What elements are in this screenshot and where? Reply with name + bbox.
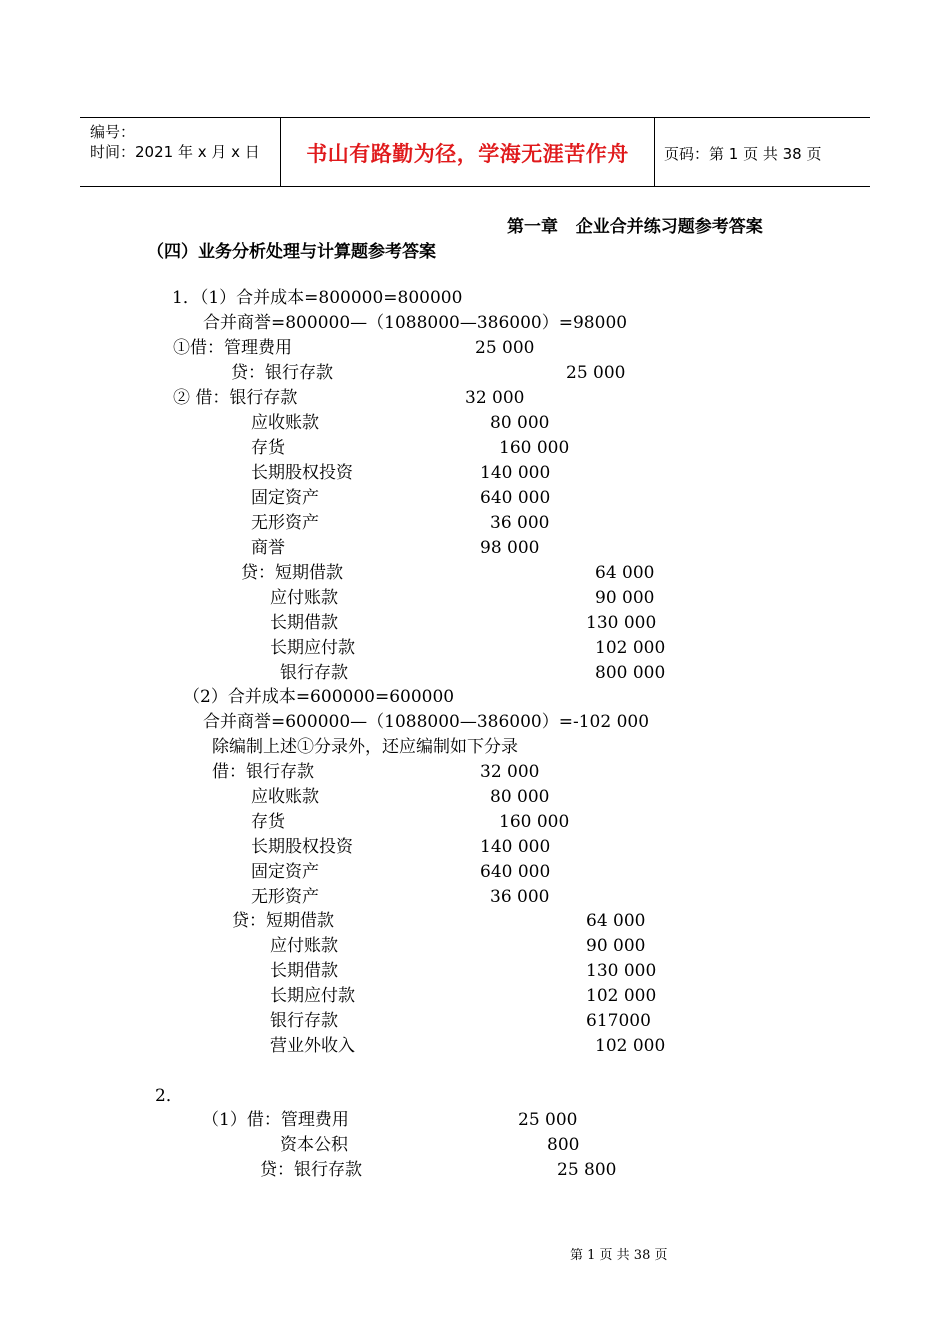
amount: 160 000 [499,812,570,832]
amount: 80 000 [490,787,550,807]
text-line: 资本公积 [280,1135,348,1155]
header-page-info: 页码：第 1 页 共 38 页 [664,145,822,163]
text-line: ② 借：银行存款 [173,388,298,408]
text-line: 应收账款 [251,787,319,807]
text-line: 存货 [251,438,285,458]
serial-label: 编号： [90,123,136,141]
amount: 102 000 [595,638,666,658]
amount: 36 000 [490,887,550,907]
text-line: （1）借：管理费用 [202,1110,349,1130]
text-line: 应付账款 [270,588,338,608]
amount: 800 [547,1135,580,1155]
text-line: 长期应付款 [270,638,355,658]
text-line: 商誉 [251,538,285,558]
chapter-title: 第一章 企业合并练习题参考答案 [507,217,763,237]
text-line: 长期借款 [270,613,338,633]
text-line: 无形资产 [251,887,319,907]
text-line: （2）合并成本=600000=600000 [183,687,455,707]
document-header [80,117,870,187]
page-footer: 第 1 页 共 38 页 [570,1248,668,1263]
amount: 32 000 [480,762,540,782]
text-line: 贷：银行存款 [231,363,333,383]
amount: 64 000 [586,911,646,931]
text-line: 长期股权投资 [251,463,353,483]
text-line: 营业外收入 [270,1036,355,1056]
text-line: 固定资产 [251,862,319,882]
text-line: 1．（1）合并成本=800000=800000 [172,288,463,308]
amount: 98 000 [480,538,540,558]
amount: 25 000 [566,363,626,383]
text-line: 应付账款 [270,936,338,956]
header-divider [654,118,655,186]
amount: 25 000 [518,1110,578,1130]
header-meta [90,122,260,162]
text-line: 应收账款 [251,413,319,433]
section-subtitle: （四）业务分析处理与计算题参考答案 [147,242,436,262]
amount: 90 000 [586,936,646,956]
amount: 102 000 [595,1036,666,1056]
text-line: 无形资产 [251,513,319,533]
amount: 617000 [586,1011,651,1031]
amount: 90 000 [595,588,655,608]
text-line: 合并商誉=800000—（1088000—386000）=98000 [203,313,628,333]
text-line: ①借：管理费用 [173,338,292,358]
text-line: 长期股权投资 [251,837,353,857]
text-line: 贷：短期借款 [241,563,343,583]
amount: 32 000 [465,388,525,408]
amount: 80 000 [490,413,550,433]
text-line: 除编制上述①分录外，还应编制如下分录 [212,737,518,757]
amount: 140 000 [480,837,551,857]
amount: 800 000 [595,663,666,683]
text-line: 长期应付款 [270,986,355,1006]
amount: 640 000 [480,488,551,508]
header-motto: 书山有路勤为径，学海无涯苦作舟 [306,142,629,166]
amount: 160 000 [499,438,570,458]
amount: 140 000 [480,463,551,483]
amount: 25 800 [557,1160,617,1180]
text-line: 合并商誉=600000—（1088000—386000）=-102 000 [203,712,650,732]
text-line: 贷：银行存款 [260,1160,362,1180]
amount: 102 000 [586,986,657,1006]
date-label: 时间：2021 年 x 月 x 日 [90,143,260,161]
amount: 130 000 [586,961,657,981]
text-line: 长期借款 [270,961,338,981]
text-line: 贷：短期借款 [232,911,334,931]
text-line: 银行存款 [280,663,348,683]
amount: 130 000 [586,613,657,633]
amount: 640 000 [480,862,551,882]
amount: 25 000 [475,338,535,358]
text-line: 固定资产 [251,488,319,508]
text-line: 2． [155,1086,183,1106]
text-line: 借：银行存款 [212,762,314,782]
amount: 64 000 [595,563,655,583]
text-line: 银行存款 [270,1011,338,1031]
text-line: 存货 [251,812,285,832]
amount: 36 000 [490,513,550,533]
